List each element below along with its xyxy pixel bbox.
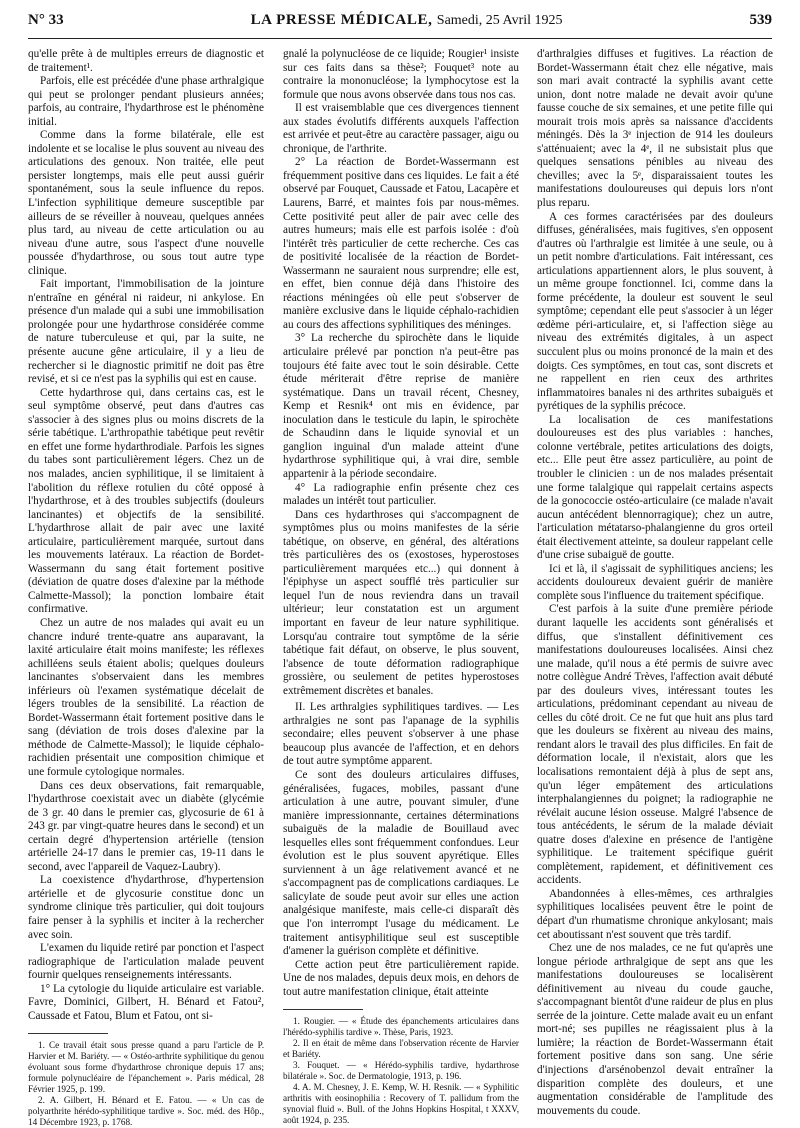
paragraph: Cette hydarthrose qui, dans certains cas, est le seul symptôme observé, peut dans d'autres cas s'associer à des signes plus ou moins discrets de la série tabétique. L'arthropathie tabétique peut revêtir en effet une forme hydarthrodiale. Parfois les signes du tabes sont particulièrement légers. Chez un de nos malades, ancien syphilitique, il se limitaient à l'abolition du réflexe rotulien du côté opposé à l'hydarthrose, et à des troubles subjectifs (douleurs lancinantes) et objectifs de la sensibilité. L'hydarthrose allait de pair avec une laxité articulaire, particulièrement marquée, surtout dans les mouvements latéraux. La réaction de Bordet-Wassermann du sang était fortement positive (déviation de quatre doses d'alexine par la méthode Calmette-Massol); la ponction lombaire était confirmative. (28, 386, 264, 616)
paragraph: Chez une de nos malades, ce ne fut qu'après une longue période arthralgique de sept ans que les manifestations douloureuses se localisèrent définitivement au niveau du coude gauche, s'accompagnant bientôt d'une raideur de plus en plus serrée de la jointure. Cette malade avait eu un enfant mort-né; ses pupilles ne réagissaient plus à la lumière; la réaction de Bordet-Wassermann était fortement positive dans son sang. Une série d'injections d'arsénobenzol devait entraîner la disparition complète des douleurs, et une augmentation considérable de l'amplitude des mouvements du coude. (537, 942, 773, 1117)
journal-name: LA PRESSE MÉDICALE, (250, 12, 433, 28)
footnote-rule (283, 1009, 363, 1010)
paragraph: Chez un autre de nos malades qui avait eu un chancre induré trente-quatre ans auparavant, la laxité articulaire était moins manifeste; les réflexes achilléens seuls étaient abolis; quelques douleurs lancinantes s'observaient dans les membres inférieurs où l'examen systématique décelait de légers troubles de la sensibilité. La réaction de Bordet-Wassermann était fortement positive dans le sang (déviation de trois doses d'alexine par la méthode de Calmette-Massol); le liquide céphalo-rachidien présentait une composition chimique et une formule cytologique normales. (28, 616, 264, 778)
paragraph: Il est vraisemblable que ces divergences tiennent aux stades évolutifs différents auxquels l'affection est arrivée et peut-être au caractère passager, aigu ou chronique, de l'arthrite. (283, 102, 519, 155)
footnote: 2. Il en était de même dans l'observation récente de Harvier et Bariéty. (283, 1038, 519, 1060)
paragraph: Ici et là, il s'agissait de syphilitiques anciens; les accidents douloureux devaient guérir de manière complète sous l'influence du traitement spécifique. (537, 562, 773, 602)
column-3 (537, 48, 773, 1117)
issue-number: N° 33 (28, 12, 64, 28)
paragraph: Dans ces deux observations, fait remarquable, l'hydarthrose coexistait avec un diabète (glycémie de 3 gr. 40 dans le premier cas, glycosurie de 61 à 243 gr. par vingt-quatre heures dans le second) et un certain degré d'hypertension artérielle (tension artérielle 24-17 dans le premier cas, 19-11 dans le second, avec l'appareil de Vaquez-Laubry). (28, 779, 264, 873)
paragraph: 2° La réaction de Bordet-Wassermann est fréquemment positive dans ces liquides. Le fait a été observé par Fouquet, Caussade et Fatou, Lacapère et Laurens, Barré, et maintes fois par nous-mêmes. Cette positivité peut aller de pair avec celle des autres humeurs; mais elle est parfois isolée : d'où l'intérêt très particulier de cette recherche. Ces cas de positivité localisée de la réaction de Bordet-Wassermann ne sauraient nous surprendre; elle est, en effet, bien connue déjà dans l'histoire des réactions méningées où elle peut s'observer de manière exclusive dans le liquide céphalo-rachidien au cours des affections syphilitiques des méninges. (283, 156, 519, 331)
column-1 (28, 48, 264, 1128)
footnote-rule (28, 1033, 108, 1034)
footnote: 4. A. M. Chesney, J. E. Kemp, W. H. Resnik. — « Syphilitic arthritis with eosinophilia : Recovery of T. pallidum from the synovial fluid ». Bull. of the Johns Hopkins Hospital, t XXXV, août 1924, p. 235. (283, 1082, 519, 1126)
column-2 (283, 48, 519, 1126)
footnote: 2. A. Gilbert, H. Bénard et E. Fatou. — « Un cas de polyarthrite hérédo-syphilitique tardive ». Soc. méd. des Hôp., 14 Décembre 1923, p. 1768. (28, 1095, 264, 1128)
paragraph: Cette action peut être particulièrement rapide. Une de nos malades, depuis deux mois, en dehors de tout autre manifestation clinique, était atteinte (283, 958, 519, 998)
paragraph: Dans ces hydarthroses qui s'accompagnent de symptômes plus ou moins manifestes de la série tabétique, on observe, en général, des altérations très particulières des os (exostoses, hyperostoses particulièrement marquées etc...) qui donnent à l'épiphyse un aspect soufflé très particulier sur lequel l'un de nous reviendra dans un travail ultérieur; leur constatation est un argument important en faveur de leur nature syphilitique. Lorsqu'au contraire tout symptôme de la série tabétique fait défaut, on observe, le plus souvent, l'absence de toute déformation radiographique grossière, ou seulement de petites hyperostoses extrêmement discrètes et banales. (283, 508, 519, 697)
paragraph: Comme dans la forme bilatérale, elle est indolente et se localise le plus souvent au niveau des articulations des genoux. Non traitée, elle peut persister longtemps, mais elle peut aussi guérir spontanément, sous la seule influence du repos. L'infection syphilitique demeure susceptible par ailleurs de se réveiller à nouveau, quelques années plus tard, au niveau de cette articulation ou au niveau d'une autre, sous l'aspect d'une nouvelle poussée d'hydarthrose, ou sous tout autre type clinique. (28, 129, 264, 277)
paragraph: 4° La radiographie enfin présente chez ces malades un intérêt tout particulier. (283, 481, 519, 508)
header-rule (28, 38, 772, 39)
paragraph: 3° La recherche du spirochète dans le liquide articulaire prélevé par ponction n'a peut-être pas toujours été faite avec tout le soin désirable. Cette étude mériterait d'être reprise de manière systématique. Dans un travail récent, Chesney, Kemp et Resnik⁴ ont mis en évidence, par inoculation dans le testicule du lapin, le spirochète de Schaudinn dans le liquide synovial et un ganglion inguinal d'un malade atteint d'une hydarthrose syphilitique qui, à vrai dire, semble appartenir à la période secondaire. (283, 332, 519, 480)
paragraph: La coexistence d'hydarthrose, d'hypertension artérielle et de glycosurie constitue donc un syndrome clinique très particulier, qui doit toujours faire penser à la syphilis et inciter à la rechercher avec soin. (28, 874, 264, 941)
footnote: 1. Ce travail était sous presse quand a paru l'article de P. Harvier et M. Bariéty. — « Ostéo-arthrite syphilitique du genou évoluant sous forme d'hydarthrose chronique depuis 17 ans; formule polynucléaire de l'épanchement ». Paris médical, 28 Février 1925, p. 199. (28, 1040, 264, 1095)
page-number: 539 (749, 12, 772, 28)
paragraph: L'examen du liquide retiré par ponction et l'aspect radiographique de l'articulation malade peuvent fournir quelques renseignements intéressants. (28, 942, 264, 982)
paragraph: A ces formes caractérisées par des douleurs diffuses, généralisées, mais fugitives, s'en opposent d'autres où l'arthralgie est limitée à une seule, ou à un petit nombre d'articulations. Fait intéressant, ces articulations appartiennent alors, le plus souvent, à un même groupe fonctionnel. Ici, comme dans la forme précédente, la douleur est souvent le seul symptôme; cependant elle peut s'associer à un léger œdème péri-articulaire, et, si l'affection siège au niveau des extrémités digitales, à un aspect succulent plus ou moins prononcé de la main et des doigts. Ces symptômes, en tout cas, sont discrets et ne rappellent en rien ceux des arthrites inflammatoires banales ni des arthrites subaiguës et pyrétiques de la syphilis précoce. (537, 210, 773, 413)
paragraph: Fait important, l'immobilisation de la jointure n'entraîne en général ni raideur, ni ankylose. En présence d'un malade qui a subi une immobilisation prolongée pour une hydarthrose considérée comme de nature tuberculeuse et qui, par la suite, ne présente aucune gêne articulaire, il y a lieu de rechercher si le diagnostic primitif ne doit pas être revisé, et si ce n'est pas la syphilis qui est en cause. (28, 278, 264, 386)
section-heading-paragraph: II. Les arthralgies syphilitiques tardives. — Les arthralgies ne sont pas l'apanage de la syphilis secondaire; elles peuvent s'observer à une phase beaucoup plus avancée de l'affection, et en dehors de tout autre symptôme apparent. (283, 701, 519, 768)
paragraph: Ce sont des douleurs articulaires diffuses, généralisées, fugaces, mobiles, passant d'une articulation à une autre, pouvant simuler, d'une manière impressionnante, certaines déterminations subaiguës de la maladie de Bouillaud avec lesquelles elles sont fréquemment confondues. Leur évolution est le plus souvent apyrétique. Elles surviennent à un âge relativement avancé et ne s'accompagnent pas de complications cardiaques. Le salicylate de soude peut avoir sur elles une action analgésique manifeste, mais celle-ci disparaît dès que l'on interrompt l'usage du médicament. Le traitement antisyphilitique seul est susceptible d'amener la guérison complète et définitive. (283, 768, 519, 958)
paragraph: C'est parfois à la suite d'une première période durant laquelle les accidents sont généralisés et diffus, que s'installent définitivement ces manifestations douloureuses localisées. Ainsi chez une malade, qu'il nous a été permis de suivre avec notre collègue André Trèves, l'affection avait débuté par des douleurs vives, intéressant toutes les articulations, prédominant cependant au niveau de celles du côté droit. Ce ne fut que huit ans plus tard que les douleurs se fixèrent au niveau des mains, rendant alors le travail des plus difficiles. En fait de déformation locale, il n'existait, alors que les localisations remontaient déjà à plus de sept ans, qu'un léger empâtement des articulations interphalangiennes du poignet; la radiographie ne révélait aucune lésion osseuse. Malgré l'absence de tous antécédents, le sérum de la malade déviait quatre doses d'alexine en présence de l'antigène syphilitique. Le traitement spécifique guérit complètement, rapidement, et définitivement ces accidents. (537, 603, 773, 887)
paragraph: La localisation de ces manifestations douloureuses est des plus variables : hanches, colonne vertébrale, petites articulations des doigts, etc... Elle peut être assez particulière, au point de troubler le clinicien : un de nos malades présentait une forme talalgique qui rappelait certains aspects de la gonococcie ostéo-articulaire (ce malade n'avait aucun antécédent blennorragique); chez un autre, l'articulation métatarso-phalangienne du gros orteil était électivement atteinte, sa douleur rappelant celle d'une crise subaiguë de goutte. (537, 413, 773, 562)
page-header (28, 12, 772, 36)
footnote: 3. Fouquet. — « Hérédo-syphilis tardive, hydarthrose bilatérale ». Soc. de Dermatologie, 1913, p. 196. (283, 1060, 519, 1082)
paragraph: Parfois, elle est précédée d'une phase arthralgique qui peut se prolonger pendant plusieurs années; parfois, au contraire, l'hydarthrose est le phénomène initial. (28, 75, 264, 128)
paragraph: gnalé la polynucléose de ce liquide; Rougier¹ insiste sur ces faits dans sa thèse²; Fouquet³ note au contraire la mononucléose; la lymphocytose est la formule que nous avons observée dans tous nos cas. (283, 48, 519, 101)
paragraph: 1° La cytologie du liquide articulaire est variable. Favre, Dominici, Gilbert, H. Bénard et Fatou², Caussade et Fatou, Blum et Fatou, ont si- (28, 982, 264, 1022)
paragraph: Abandonnées à elles-mêmes, ces arthralgies syphilitiques localisées peuvent être le point de départ d'un rhumatisme chronique ankylosant; mais cet aboutissant n'est souvent que très tardif. (537, 887, 773, 941)
issue-date: Samedi, 25 Avril 1925 (436, 13, 563, 28)
paragraph: d'arthralgies diffuses et fugitives. La réaction de Bordet-Wassermann était chez elle négative, mais son mari avait contracté la syphilis avant cette union, dont notre malade ne devait avoir qu'une fausse couche de six semaines, et une petite fille qui mourait trois mois après sa naissance d'accidents méningés. Dès la 3ᵉ injection de 914 les douleurs s'atténuaient; avec la 4ᵉ, il ne subsistait plus que quelques sensations pénibles au niveau des chevilles; avec la 5ᵉ, disparaissaient toutes les manifestations douloureuses qui depuis lors n'ont plus reparu. (537, 48, 773, 210)
journal-title (251, 12, 563, 29)
paragraph: qu'elle prête à de multiples erreurs de diagnostic et de traitement¹. (28, 48, 264, 74)
footnote: 1. Rougier. — « Étude des épanchements articulaires dans l'hérédo-syphilis tardive ». Thèse, Paris, 1923. (283, 1016, 519, 1038)
